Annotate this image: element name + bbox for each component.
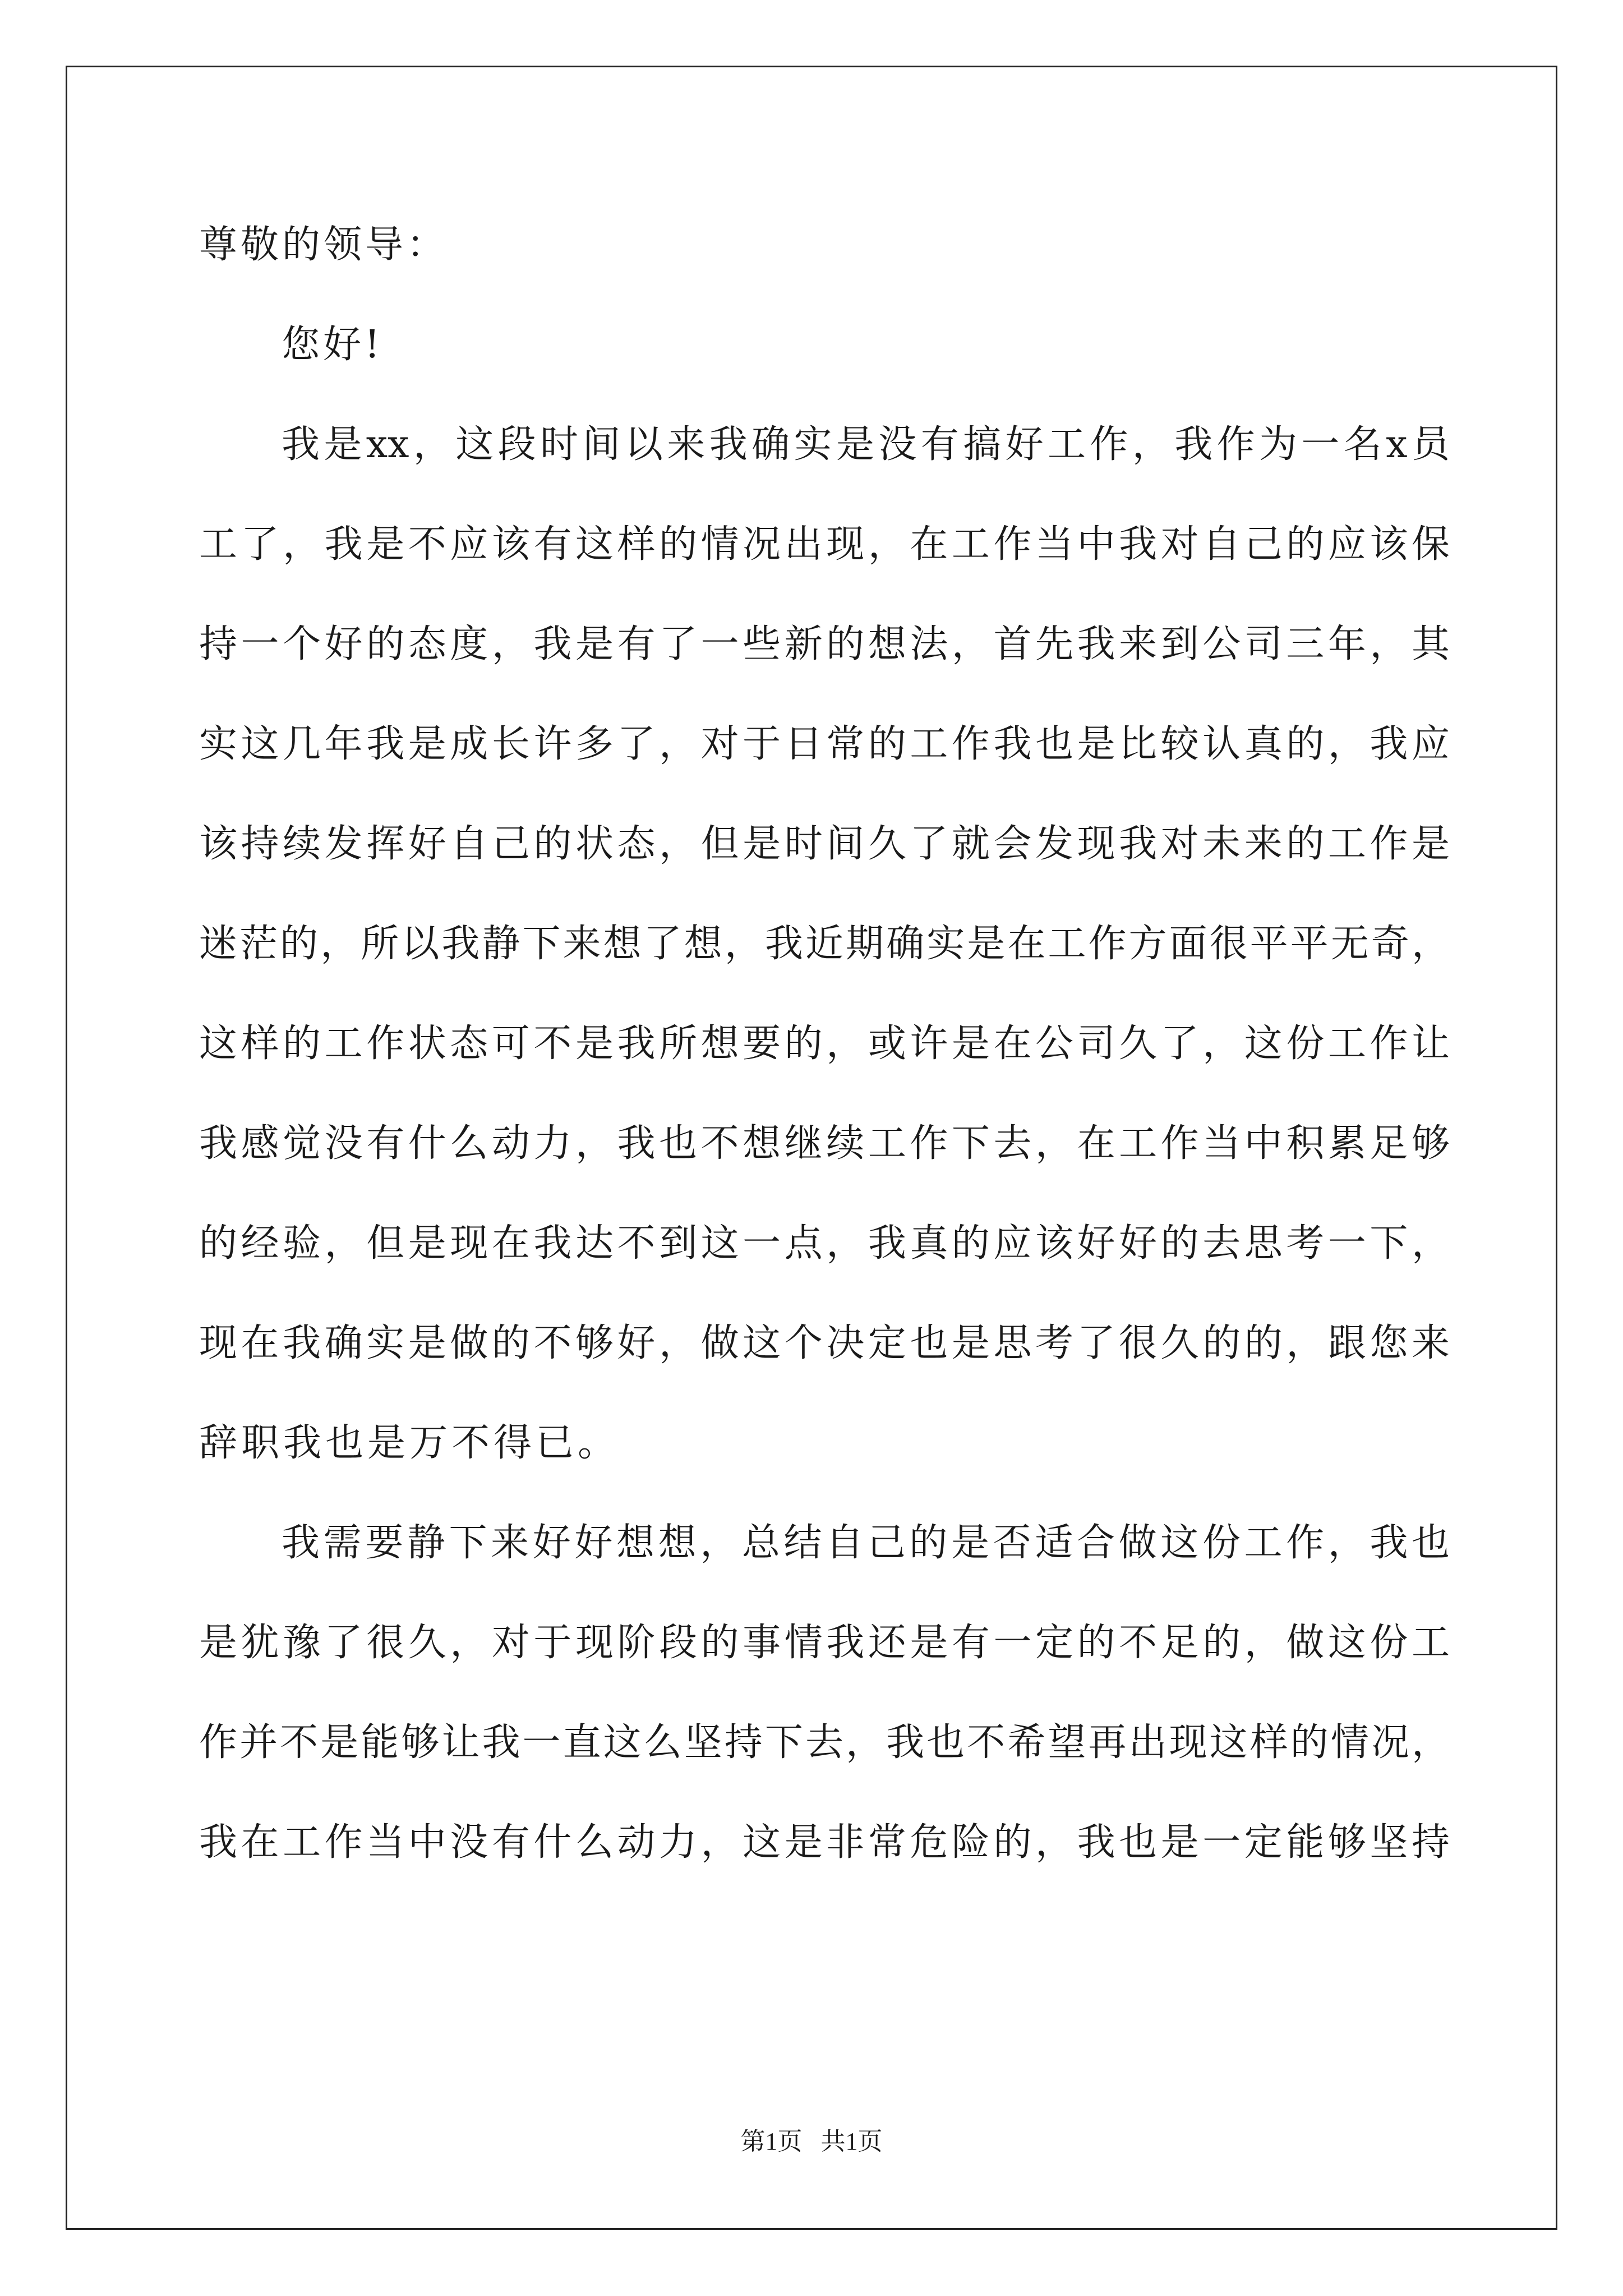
paragraph-line: 的经验，但是现在我达不到这一点，我真的应该好好的去思考一下， (199, 1221, 1450, 1266)
letter-body (199, 220, 1450, 1868)
paragraph-line: 持一个好的态度，我是有了一些新的想法，首先我来到公司三年，其 (199, 622, 1450, 666)
paragraph-line: 我需要静下来好好想想，总结自己的是否适合做这份工作，我也 (282, 1521, 1450, 1565)
paragraph-line: 这样的工作状态可不是我所想要的，或许是在公司久了，这份工作让 (199, 1022, 1450, 1066)
paragraph-2 (199, 1518, 1450, 1868)
paragraph-line: 作并不是能够让我一直这么坚持下去，我也不希望再出现这样的情况， (199, 1720, 1450, 1765)
page-number-footer: 第1页 共1页 (740, 2128, 883, 2155)
paragraph-line: 迷茫的，所以我静下来想了想，我近期确实是在工作方面很平平无奇， (199, 922, 1450, 966)
salutation: 尊敬的领导： (199, 223, 449, 267)
paragraph-line: 工了，我是不应该有这样的情况出现，在工作当中我对自己的应该保 (199, 522, 1450, 567)
paragraph-line: 现在我确实是做的不够好，做这个决定也是思考了很久的的，跟您来 (199, 1321, 1450, 1365)
paragraph-line: 我感觉没有什么动力，我也不想继续工作下去，在工作当中积累足够 (199, 1121, 1450, 1166)
paragraph-line: 是犹豫了很久，对于现阶段的事情我还是有一定的不足的，做这份工 (199, 1621, 1450, 1665)
paragraph-line: 实这几年我是成长许多了，对于日常的工作我也是比较认真的，我应 (199, 722, 1450, 766)
paragraph-line: 该持续发挥好自己的状态，但是时间久了就会发现我对未来的工作是 (199, 822, 1450, 866)
paragraph-line: 辞职我也是万不得已。 (199, 1421, 620, 1465)
paragraph-line: 我是xx，这段时间以来我确实是没有搞好工作，我作为一名x员 (282, 422, 1450, 467)
greeting: 您好! (282, 323, 384, 367)
paragraph-line: 我在工作当中没有什么动力，这是非常危险的，我也是一定能够坚持 (199, 1820, 1450, 1865)
paragraph-1 (199, 420, 1450, 1469)
